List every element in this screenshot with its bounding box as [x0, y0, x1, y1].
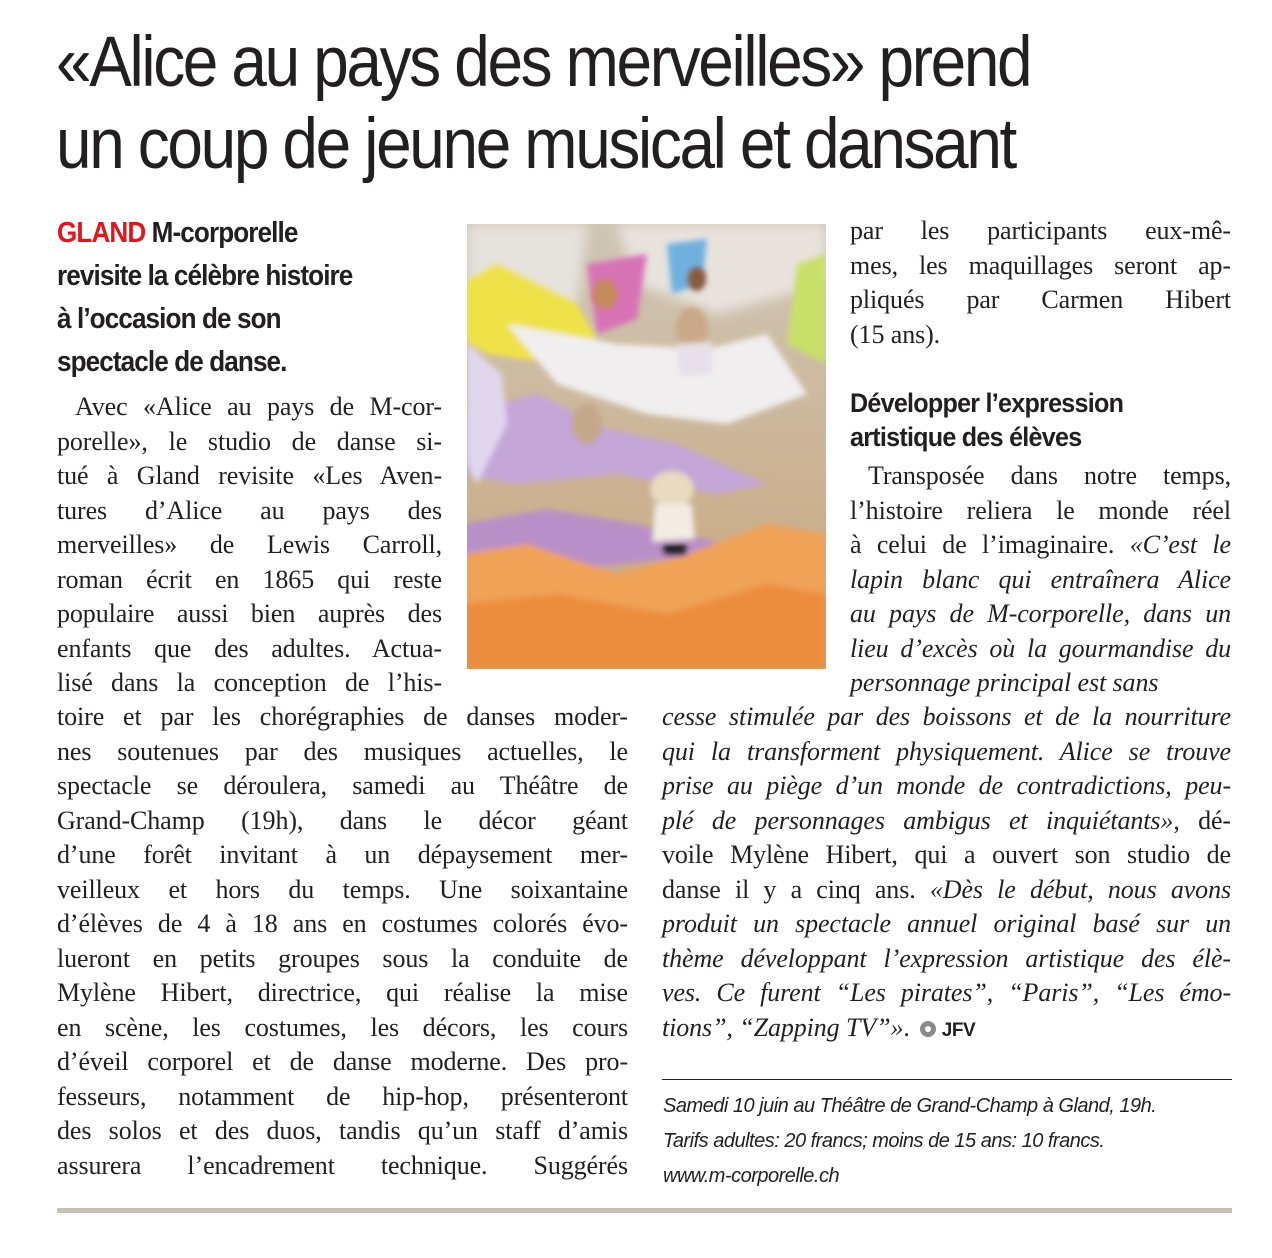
text-line [662, 873, 1231, 908]
text-line [662, 907, 1231, 942]
event-date-venue: Samedi 10 juin au Théâtre de Grand-Champ à Gland, 19h. [663, 1095, 1157, 1117]
text-line [662, 769, 1231, 804]
quote-segment: prise au piège d’un monde de contradictions, peu- [662, 771, 1231, 800]
event-prices: Tarifs adultes: 20 francs; moins de 15 ans: 10 francs. [663, 1130, 1105, 1152]
headline-line-2: un coup de jeune musical et dansant [56, 105, 1015, 184]
text-line: (15 ans). [850, 319, 941, 349]
dance-photo [467, 224, 826, 669]
author-bullet-icon [920, 1021, 936, 1037]
text-line: nes soutenues par des musiques actuelles, le [57, 736, 628, 766]
headline-line-1: «Alice au pays des merveilles» prend [56, 23, 1031, 102]
text-segment: . [903, 1012, 910, 1042]
subheading-line-2: artistique des élèves [850, 422, 1082, 452]
quote-segment: lieu d’excès où la gourmandise du [850, 633, 1231, 663]
column-3-top [850, 214, 1231, 352]
author-signature: JFV [941, 1019, 976, 1041]
text-line [662, 700, 1231, 735]
text-line: tué à Gland revisite «Les Aven- [57, 461, 442, 490]
subheading-line-1: Développer l’expression [850, 388, 1124, 418]
text-line: pliqués par Carmen Hibert [850, 285, 1231, 314]
text-line: porelle», le studio de danse si- [57, 426, 442, 456]
lead-line-3: à l’occasion de son [57, 303, 281, 335]
quote-segment: «Dès le début, nous avons [929, 874, 1231, 904]
location-kicker: GLAND [57, 217, 146, 249]
text-line [662, 976, 1231, 1011]
text-segment: voile Mylène Hibert, qui a ouvert son studio de [662, 840, 1231, 869]
quote-segment: tions”, “Zapping TV”» [662, 1012, 904, 1042]
text-segment: à celui de l’imaginaire. [850, 530, 1130, 559]
text-line: toire et par les chorégraphies de danses moder- [57, 702, 628, 731]
text-line [662, 942, 1231, 977]
lead-paragraph [57, 212, 457, 384]
text-line: Grand-Champ (19h), dans le décor géant [57, 805, 628, 835]
text-line: d’éveil corporel et de danse moderne. Des pro- [57, 1047, 628, 1076]
text-line [662, 838, 1231, 873]
info-divider [662, 1079, 1232, 1080]
quote-segment: lapin blanc qui entraînera Alice [850, 564, 1231, 594]
column-3-bottom [850, 459, 1231, 701]
text-line: en scène, les costumes, les décors, les cours [57, 1012, 628, 1042]
text-line [850, 459, 1231, 494]
text-line [850, 528, 1231, 563]
text-line: tures d’Alice au pays des [57, 495, 442, 525]
text-line [850, 666, 1231, 701]
text-line [662, 1011, 1231, 1049]
text-line: des solos et des duos, tandis qu’un staff d’amis [57, 1116, 628, 1145]
text-line: roman écrit en 1865 qui reste [57, 564, 442, 594]
text-line: fesseurs, notamment de hip-hop, présenteront [57, 1081, 628, 1111]
subheading [850, 386, 1231, 454]
text-line [662, 735, 1231, 770]
lead-line-1 [57, 212, 417, 255]
text-line: veilleux et hors du temps. Une soixantaine [57, 874, 628, 904]
event-info [663, 1089, 1233, 1194]
quote-segment: produit un spectacle annuel original basé sur un [662, 909, 1231, 938]
quote-segment: personnage principal est sans [850, 668, 1159, 697]
text-line [850, 632, 1231, 667]
text-segment: Transposée dans notre temps, [868, 461, 1231, 490]
text-line: spectacle se déroulera, samedi au Théâtre de [57, 771, 628, 800]
quote-segment: plé de personnages ambigus et inquiétants» [662, 805, 1174, 835]
column-1-bottom [57, 700, 628, 1183]
text-line: lueront en petits groupes sous la conduite de [57, 943, 628, 973]
headline [56, 22, 1136, 186]
text-line: populaire aussi bien auprès des [57, 599, 442, 628]
quote-segment: «C’est le [1129, 530, 1231, 559]
text-segment: l’histoire reliera le monde réel [850, 495, 1231, 525]
text-line [850, 597, 1231, 632]
lead-line-4: spectacle de danse. [57, 346, 287, 378]
text-line [850, 563, 1231, 598]
text-line: d’élèves de 4 à 18 ans en costumes colorés évo- [57, 909, 628, 938]
dancers-illustration [467, 224, 826, 669]
lead-line-1-text: M-corporelle [151, 217, 298, 249]
text-line: d’une forêt invitant à un dépaysement mer- [57, 840, 628, 869]
quote-segment: ves. Ce furent “Les pirates”, “Paris”, “Les émo- [662, 978, 1231, 1007]
text-segment: danse il y a cinq ans. [662, 874, 930, 904]
website-link[interactable]: www.m-corporelle.ch [663, 1165, 840, 1187]
text-line: assurera l’encadrement technique. Suggérés [57, 1150, 628, 1180]
text-line: mes, les maquillages seront ap- [850, 250, 1231, 280]
lead-line-2: revisite la célèbre histoire [57, 260, 353, 292]
quote-segment: cesse stimulée par des boissons et de la nourriture [662, 702, 1231, 731]
bottom-rule [57, 1208, 1232, 1213]
text-line: enfants que des adultes. Actua- [57, 633, 442, 663]
quote-segment: qui la transforment physiquement. Alice se trouve [662, 736, 1231, 766]
text-line: Mylène Hibert, directrice, qui réalise la mise [57, 978, 628, 1007]
text-line: par les participants eux-mê- [850, 216, 1231, 245]
quote-segment: thème développant l’expression artistique des élè- [662, 943, 1231, 973]
text-line [662, 804, 1231, 839]
text-line: Avec «Alice au pays de M-cor- [75, 392, 442, 421]
quote-segment: au pays de M-corporelle, dans un [850, 599, 1231, 628]
column-2-bottom [662, 700, 1231, 1048]
text-line: merveilles» de Lewis Carroll, [57, 530, 442, 559]
column-1-top [57, 390, 442, 701]
text-segment: , dé- [1173, 805, 1231, 835]
text-line: lisé dans la conception de l’his- [57, 668, 442, 697]
text-line [850, 494, 1231, 529]
